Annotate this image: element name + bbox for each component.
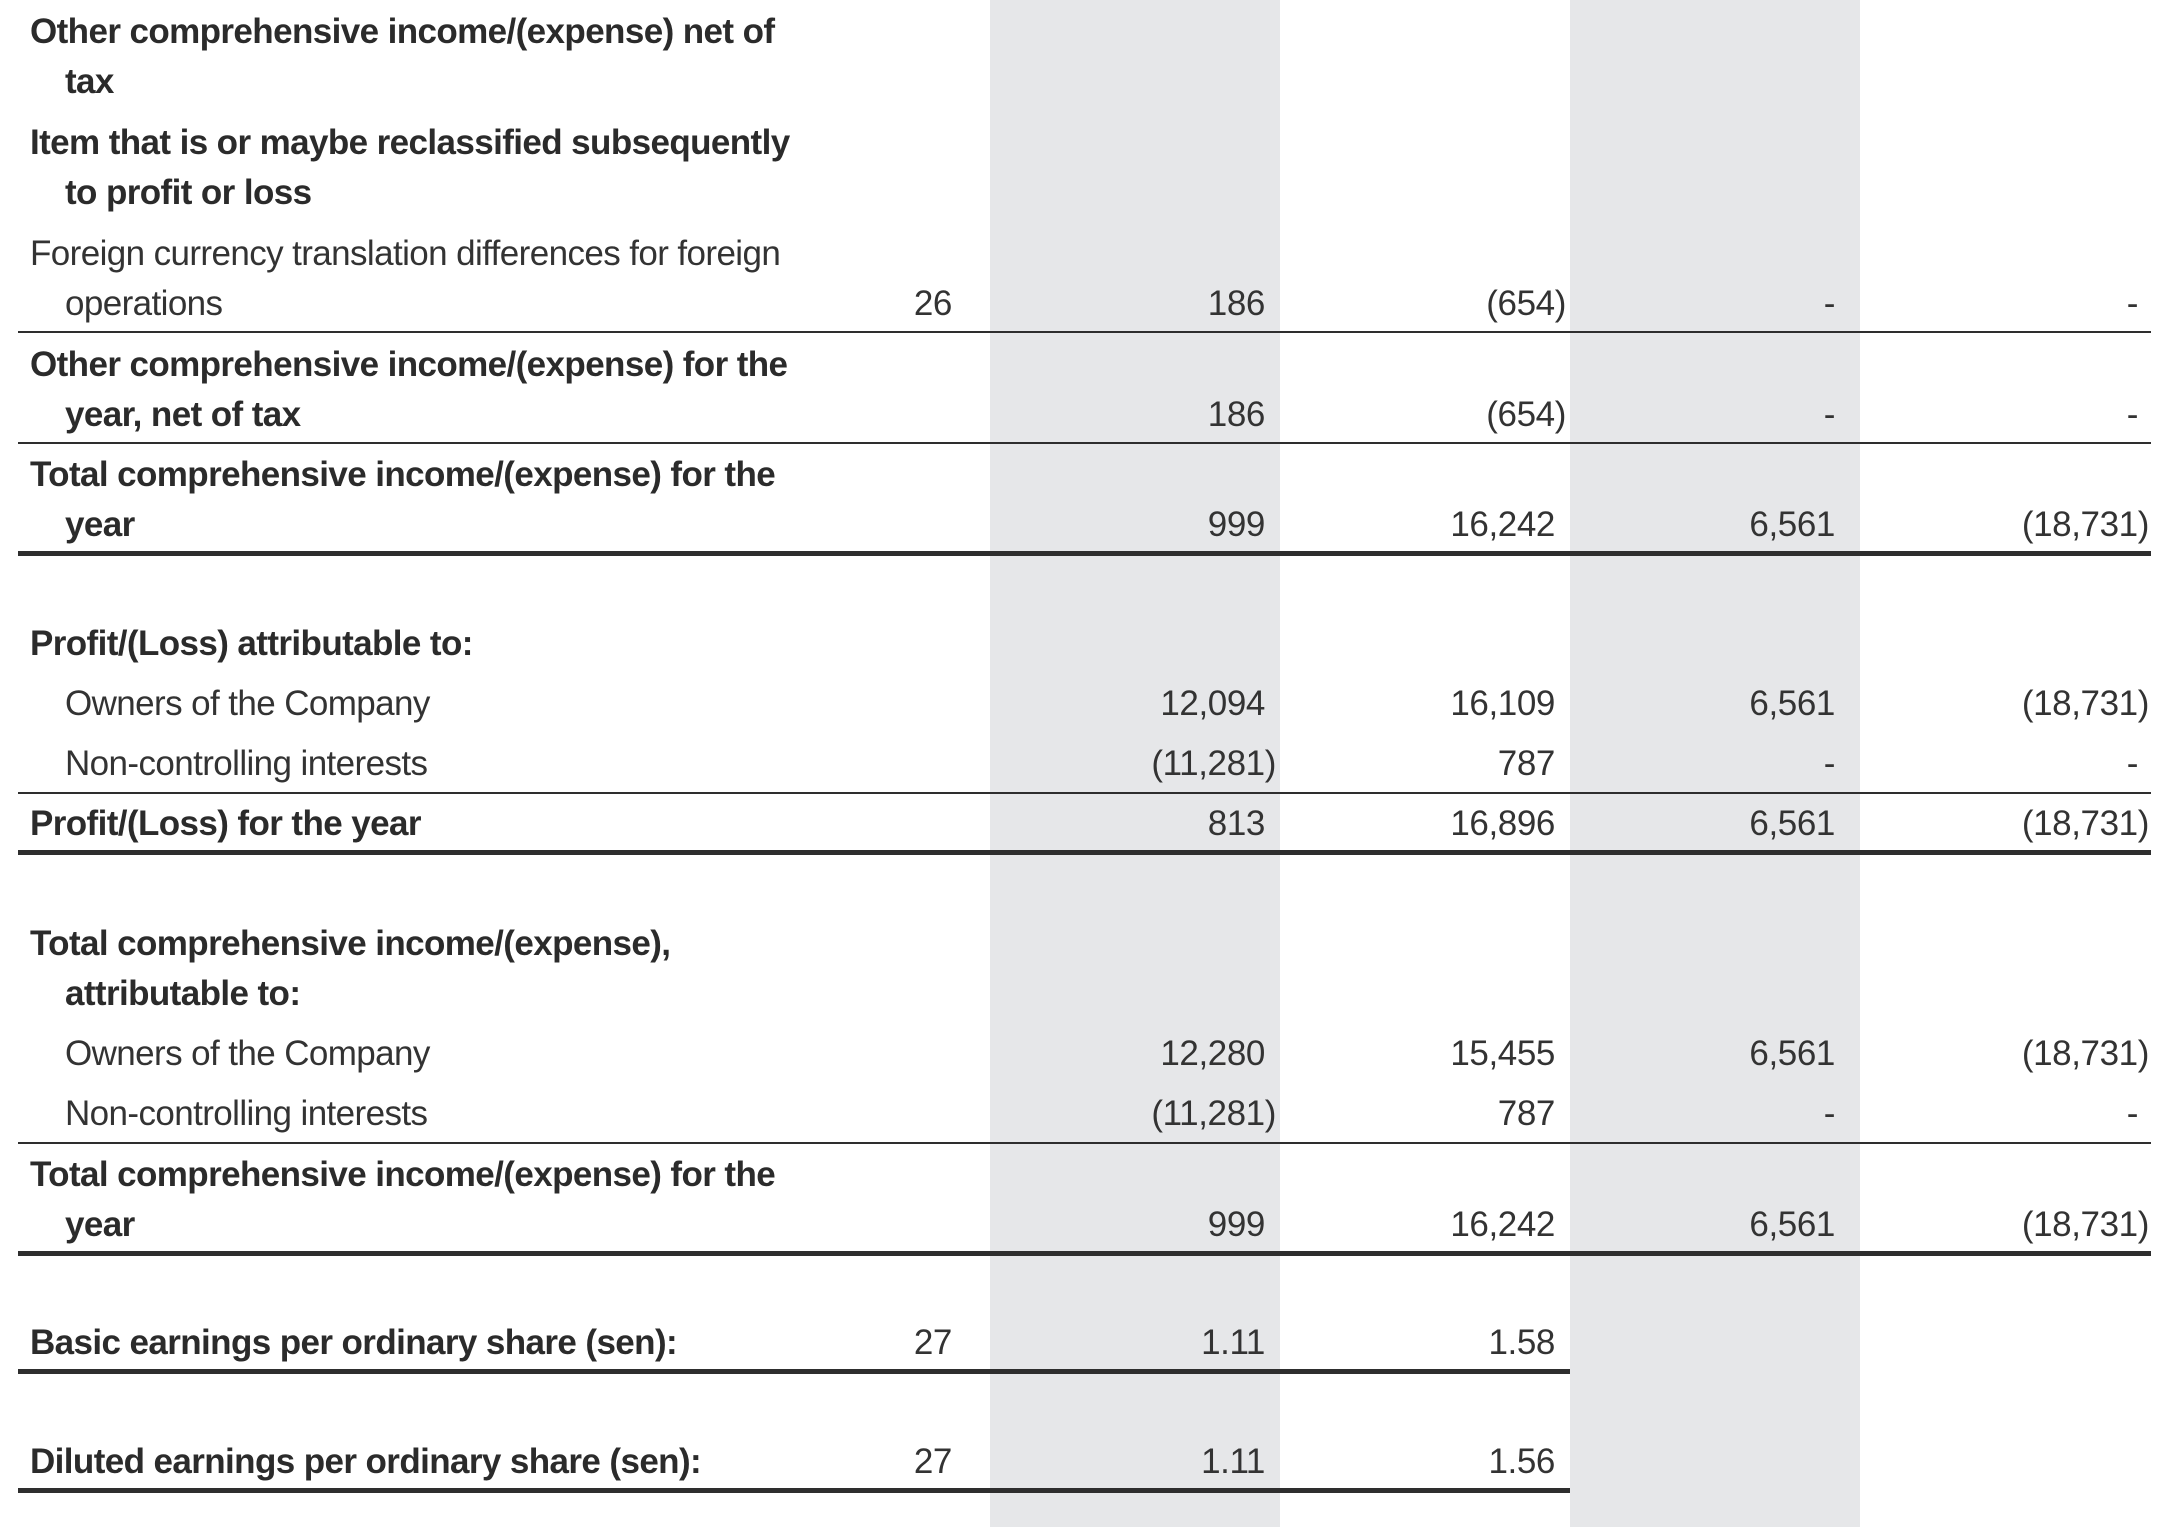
value-cell: 999: [1207, 1205, 1265, 1244]
value-cell: -: [1823, 744, 1835, 783]
note-ref: 27: [913, 1442, 952, 1481]
value-cell: -: [2126, 1094, 2138, 1133]
value-cell: (654): [1486, 395, 1566, 434]
value-cell: (654): [1486, 284, 1566, 323]
double-rule-line: [18, 551, 2151, 556]
row-label: Profit/(Loss) for the year: [30, 804, 421, 843]
value-cell: 813: [1207, 804, 1265, 843]
rule-line: [18, 1142, 2151, 1144]
value-cell: -: [2126, 744, 2138, 783]
value-cell: 1.58: [1488, 1323, 1555, 1362]
value-cell: 16,109: [1450, 684, 1555, 723]
value-cell: -: [2126, 284, 2138, 323]
note-ref: 26: [913, 284, 952, 323]
value-cell: (18,731): [2021, 1034, 2149, 1073]
value-cell: -: [1823, 395, 1835, 434]
row-label: Non-controlling interests: [65, 744, 428, 783]
row-label: Diluted earnings per ordinary share (sen):: [30, 1442, 702, 1481]
row-label: Owners of the Company: [65, 684, 430, 723]
value-cell: 1.11: [1201, 1442, 1265, 1481]
value-cell: 6,561: [1749, 684, 1835, 723]
value-cell: 6,561: [1749, 1034, 1835, 1073]
value-cell: 1.11: [1201, 1323, 1265, 1362]
value-cell: 15,455: [1450, 1034, 1555, 1073]
value-cell: (18,731): [2021, 1205, 2149, 1244]
value-cell: (18,731): [2021, 505, 2149, 544]
value-cell: 16,242: [1450, 1205, 1555, 1244]
note-ref: 27: [913, 1323, 952, 1362]
value-cell: 6,561: [1749, 804, 1835, 843]
value-cell: (11,281): [1151, 1094, 1276, 1133]
row-label: Basic earnings per ordinary share (sen):: [30, 1323, 678, 1362]
value-cell: 12,094: [1160, 684, 1265, 723]
value-cell: (18,731): [2021, 684, 2149, 723]
value-cell: 6,561: [1749, 505, 1835, 544]
value-cell: 16,242: [1450, 505, 1555, 544]
value-cell: 6,561: [1749, 1205, 1835, 1244]
row-label: Total comprehensive income/(expense) for the year: [30, 455, 776, 544]
row-label: Foreign currency translation differences for foreign operations: [30, 234, 781, 323]
row-label: Other comprehensive income/(expense) for the year, net of tax: [30, 345, 788, 434]
value-cell: 186: [1207, 284, 1265, 323]
double-rule-line: [18, 1488, 1570, 1493]
value-cell: 12,280: [1160, 1034, 1265, 1073]
rule-line: [18, 442, 2151, 444]
value-cell: 999: [1207, 505, 1265, 544]
value-cell: -: [1823, 284, 1835, 323]
value-cell: -: [1823, 1094, 1835, 1133]
value-cell: (18,731): [2021, 804, 2149, 843]
rule-line: [18, 331, 2151, 333]
double-rule-line: [18, 1369, 1570, 1374]
row-label: Profit/(Loss) attributable to:: [30, 624, 473, 663]
double-rule-line: [18, 1251, 2151, 1256]
row-label: Item that is or maybe reclassified subsequently to profit or loss: [30, 123, 790, 212]
value-cell: 1.56: [1488, 1442, 1555, 1481]
double-rule-line: [18, 850, 2151, 855]
row-label: Non-controlling interests: [65, 1094, 428, 1133]
row-label: Total comprehensive income/(expense) for the year: [30, 1155, 776, 1244]
value-cell: -: [2126, 395, 2138, 434]
rule-line: [18, 792, 2151, 794]
value-cell: 787: [1497, 744, 1555, 783]
row-label: Total comprehensive income/(expense), attributable to:: [30, 924, 671, 1013]
value-cell: 186: [1207, 395, 1265, 434]
value-cell: 16,896: [1450, 804, 1555, 843]
row-label: Owners of the Company: [65, 1034, 430, 1073]
value-cell: (11,281): [1151, 744, 1276, 783]
value-cell: 787: [1497, 1094, 1555, 1133]
row-label: Other comprehensive income/(expense) net of tax: [30, 12, 775, 101]
